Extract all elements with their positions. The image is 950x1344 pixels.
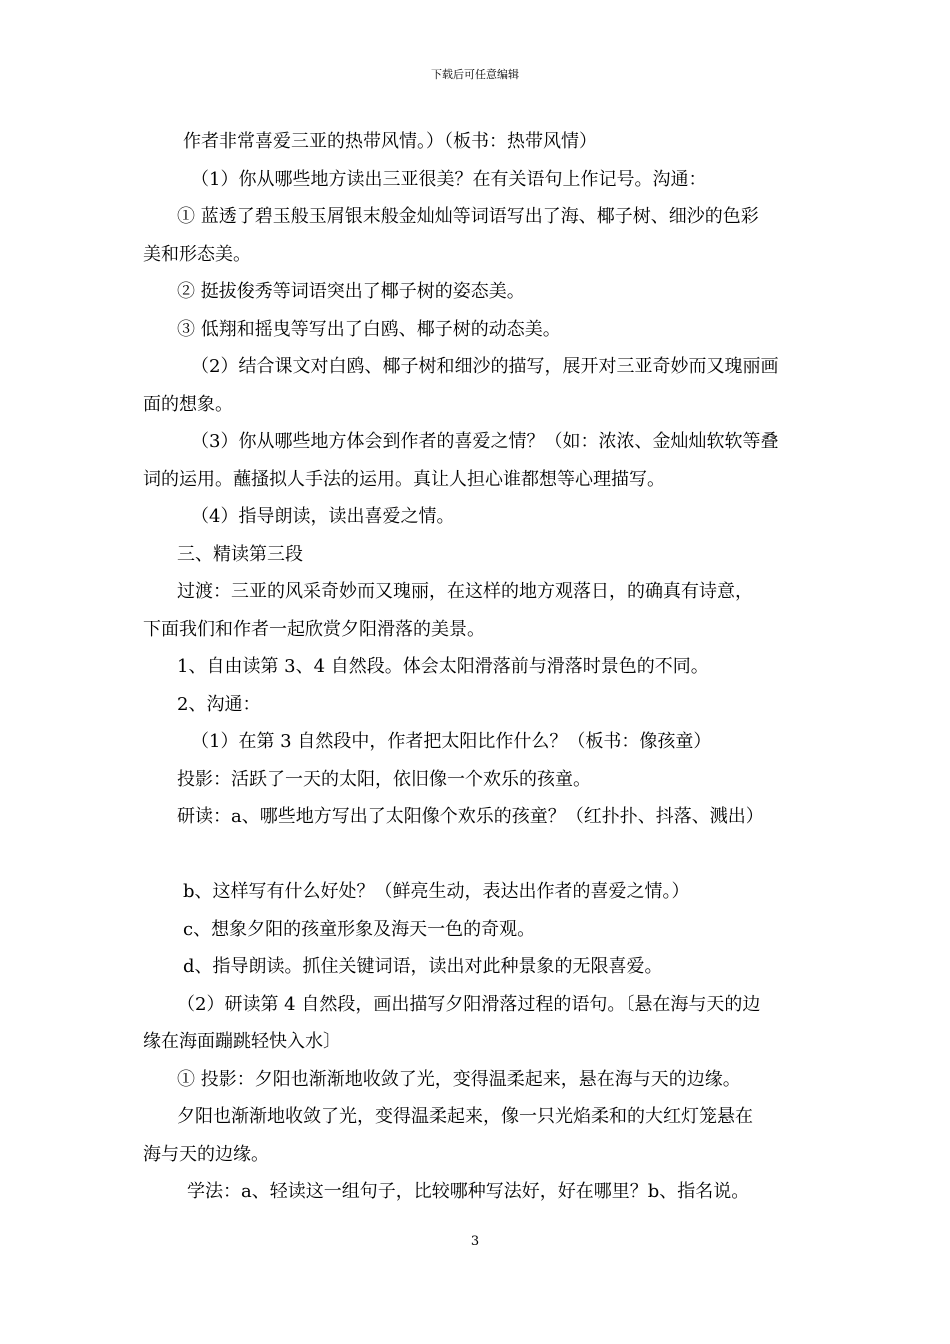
paragraph-line: 过渡：三亚的风采奇妙而又瑰丽，在这样的地方观落日，的确真有诗意， — [177, 581, 753, 602]
paragraph-line: （1）你从哪些地方读出三亚很美？在有关语句上作记号。沟通： — [191, 168, 707, 190]
paragraph-line: ① 蓝透了碧玉般玉屑银末般金灿灿等词语写出了海、椰子树、细沙的色彩 — [177, 206, 759, 227]
paragraph-line: 学法：a、轻读这一组句子，比较哪种写法好，好在哪里？b、指名说。 — [187, 1181, 750, 1202]
blank-line — [143, 836, 809, 874]
paragraph-line: ① 投影：夕阳也渐渐地收敛了光，变得温柔起来，悬在海与天的边缘。 — [177, 1068, 741, 1090]
paragraph-line: （2）研读第 4 自然段，画出描写夕阳滑落过程的语句。〔悬在海与天的边 — [177, 993, 761, 1015]
section-heading: 三、精读第三段 — [177, 543, 303, 565]
paragraph-line: 投影：活跃了一天的太阳，依旧像一个欢乐的孩童。 — [177, 768, 591, 790]
paragraph-line: 作者非常喜爱三亚的热带风情。）（板书：热带风情） — [183, 131, 597, 152]
page-header: 下载后可任意编辑 — [431, 68, 519, 81]
paragraph-line: （3）你从哪些地方体会到作者的喜爱之情？（如：浓浓、金灿灿软软等叠 — [191, 431, 779, 452]
paragraph-line: c、想象夕阳的孩童形象及海天一色的奇观。 — [183, 918, 536, 940]
paragraph-line: 研读：a、哪些地方写出了太阳像个欢乐的孩童？（红扑扑、抖落、溅出） — [177, 806, 764, 827]
paragraph-line: 词的运用。蘸搔拟人手法的运用。真让人担心谁都想等心理描写。 — [143, 468, 665, 490]
paragraph-line: （2）结合课文对白鸥、椰子树和细沙的描写，展开对三亚奇妙而又瑰丽画 — [191, 356, 779, 377]
paragraph-line: 美和形态美。 — [143, 243, 251, 265]
paragraph-line: 1、自由读第 3、4 自然段。体会太阳滑落前与滑落时景色的不同。 — [177, 656, 709, 677]
paragraph-line: b、这样写有什么好处？（鲜亮生动，表达出作者的喜爱之情。） — [183, 881, 690, 902]
document-body — [143, 123, 809, 1211]
paragraph-line: ③ 低翔和摇曳等写出了白鸥、椰子树的动态美。 — [177, 318, 561, 340]
page-number: 3 — [470, 1234, 480, 1249]
paragraph-line: 下面我们和作者一起欣赏夕阳滑落的美景。 — [143, 618, 485, 640]
paragraph-line: 缘在海面蹦跳轻快入水〕 — [143, 1031, 341, 1052]
paragraph-line: （1）在第 3 自然段中，作者把太阳比作什么？（板书：像孩童） — [191, 731, 712, 752]
paragraph-line: d、指导朗读。抓住关键词语，读出对此种景象的无限喜爱。 — [183, 956, 663, 977]
paragraph-line: （4）指导朗读，读出喜爱之情。 — [191, 506, 455, 527]
paragraph-line: ② 挺拔俊秀等词语突出了椰子树的姿态美。 — [177, 281, 525, 302]
paragraph-line: 海与天的边缘。 — [143, 1143, 269, 1165]
paragraph-line: 2、沟通： — [177, 693, 261, 715]
paragraph-line: 夕阳也渐渐地收敛了光，变得温柔起来，像一只光焰柔和的大红灯笼悬在 — [177, 1106, 753, 1127]
paragraph-line: 面的想象。 — [143, 393, 233, 415]
